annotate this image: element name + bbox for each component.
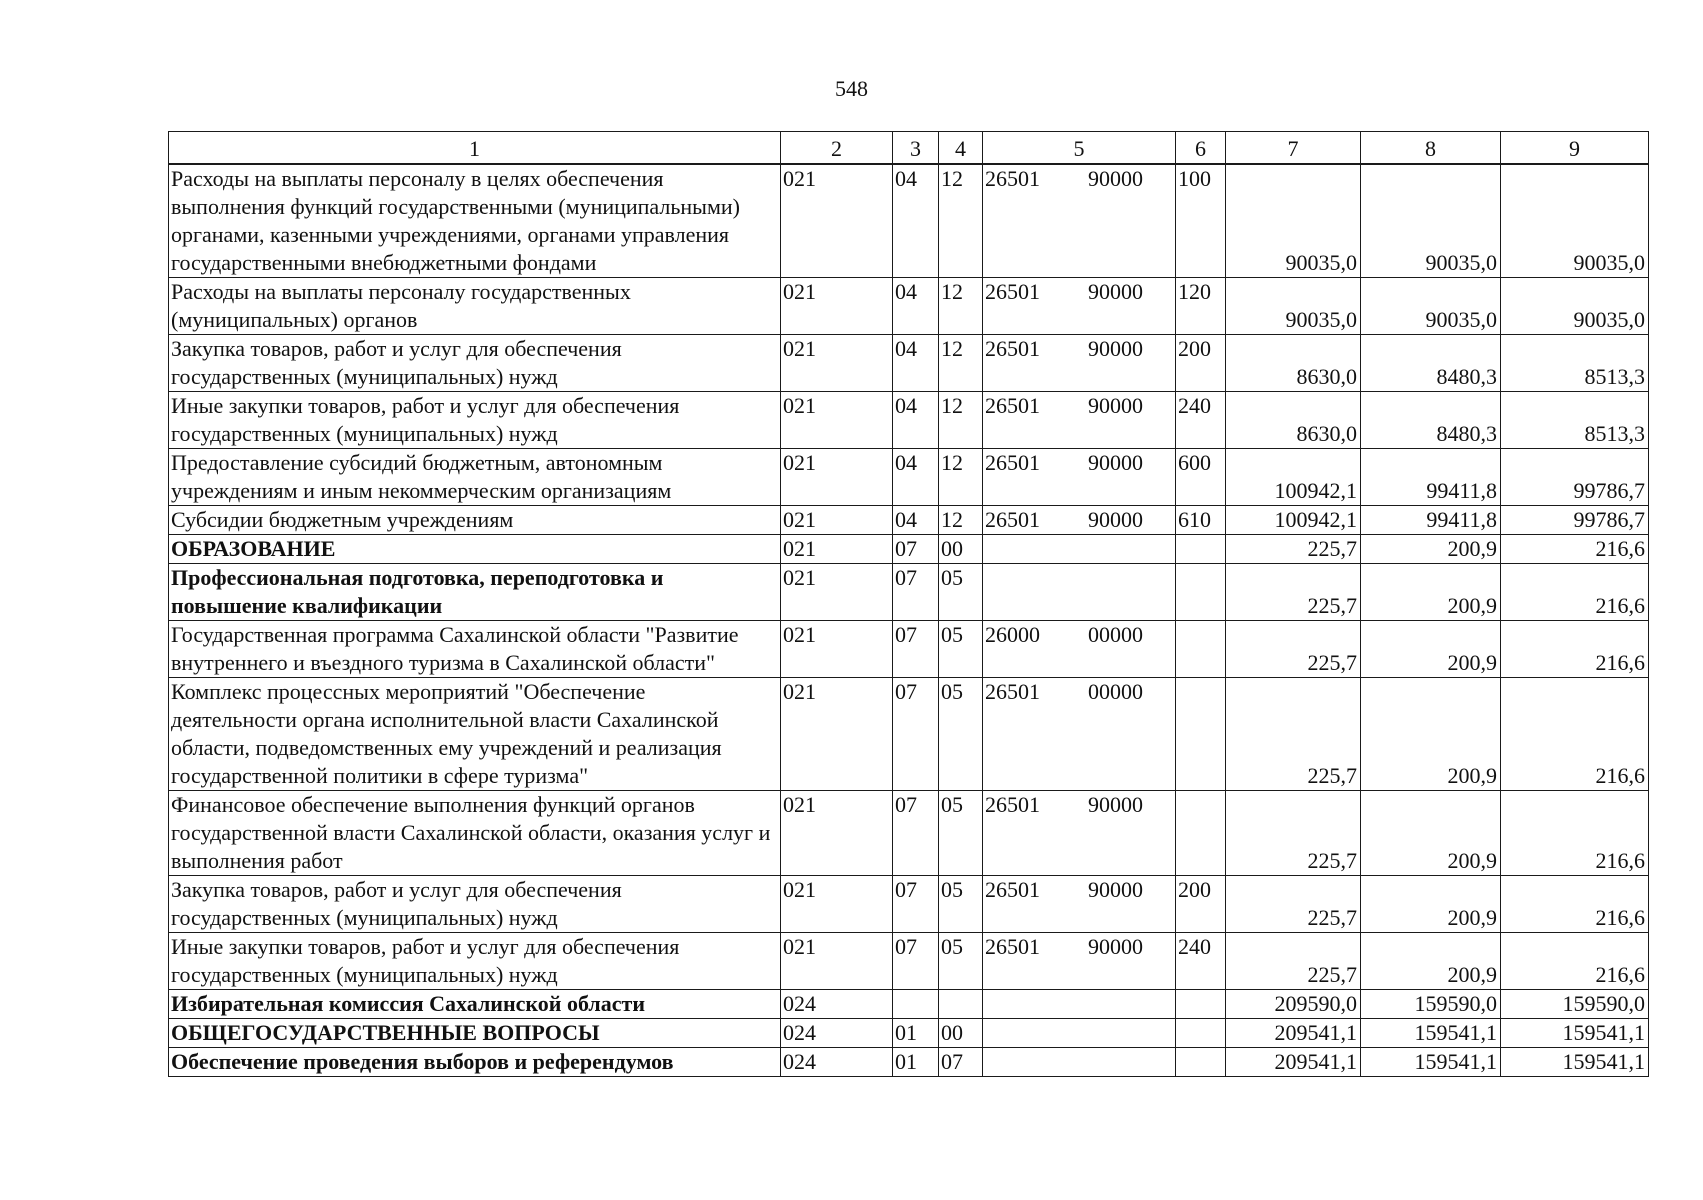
target-article-program: 26501: [985, 336, 1040, 361]
row-description: Закупка товаров, работ и услуг для обеспечения государственных (муниципальных) нужд: [169, 335, 781, 392]
cell-target-article: [983, 1048, 1176, 1077]
cell-vedomstvo-code: 021: [781, 564, 893, 621]
header-cell: 4: [939, 132, 983, 165]
cell-razdel-code: [893, 990, 939, 1019]
cell-expense-type: 100: [1176, 164, 1226, 278]
cell-amount-col8: 200,9: [1361, 535, 1501, 564]
cell-razdel-code: 04: [893, 278, 939, 335]
cell-target-article: [983, 164, 1176, 278]
cell-amount-col8: 200,9: [1361, 564, 1501, 621]
cell-vedomstvo-code: 024: [781, 1019, 893, 1048]
cell-podrazdel-code: 12: [939, 335, 983, 392]
cell-amount-col8: 90035,0: [1361, 164, 1501, 278]
cell-vedomstvo-code: 021: [781, 506, 893, 535]
cell-razdel-code: 04: [893, 449, 939, 506]
cell-amount-col8: 159541,1: [1361, 1048, 1501, 1077]
row-description: Субсидии бюджетным учреждениям: [169, 506, 781, 535]
row-description: Профессиональная подготовка, переподготовка и повышение квалификации: [169, 564, 781, 621]
cell-amount-col8: 99411,8: [1361, 449, 1501, 506]
cell-vedomstvo-code: 024: [781, 990, 893, 1019]
cell-amount-col9: 159541,1: [1501, 1048, 1649, 1077]
target-article-direction: 90000: [1088, 507, 1143, 532]
row-description: Финансовое обеспечение выполнения функций органов государственной власти Сахалинской области, оказания услуг и выполнения работ: [169, 791, 781, 876]
cell-expense-type: 120: [1176, 278, 1226, 335]
target-article-program: 26501: [985, 279, 1040, 304]
cell-amount-col7: 225,7: [1226, 564, 1361, 621]
target-article-program: 26501: [985, 166, 1040, 191]
cell-razdel-code: 04: [893, 506, 939, 535]
cell-amount-col7: 8630,0: [1226, 335, 1361, 392]
target-article-direction: 90000: [1088, 934, 1143, 959]
cell-amount-col8: 200,9: [1361, 791, 1501, 876]
target-article-direction: 00000: [1088, 622, 1143, 647]
header-cell: 7: [1226, 132, 1361, 165]
cell-amount-col9: 8513,3: [1501, 335, 1649, 392]
cell-amount-col9: 216,6: [1501, 535, 1649, 564]
cell-target-article: [983, 621, 1176, 678]
cell-podrazdel-code: 05: [939, 564, 983, 621]
cell-target-article: [983, 990, 1176, 1019]
cell-amount-col9: 216,6: [1501, 791, 1649, 876]
cell-target-article: [983, 449, 1176, 506]
cell-expense-type: 600: [1176, 449, 1226, 506]
cell-amount-col7: 225,7: [1226, 535, 1361, 564]
cell-amount-col8: 159541,1: [1361, 1019, 1501, 1048]
cell-target-article: [983, 506, 1176, 535]
cell-podrazdel-code: [939, 990, 983, 1019]
table-row: [169, 621, 1649, 678]
row-description: ОБЩЕГОСУДАРСТВЕННЫЕ ВОПРОСЫ: [169, 1019, 781, 1048]
cell-podrazdel-code: 05: [939, 621, 983, 678]
cell-podrazdel-code: 12: [939, 449, 983, 506]
cell-amount-col9: 216,6: [1501, 876, 1649, 933]
header-cell: 8: [1361, 132, 1501, 165]
target-article-direction: 90000: [1088, 336, 1143, 361]
cell-podrazdel-code: 05: [939, 678, 983, 791]
header-cell: 9: [1501, 132, 1649, 165]
cell-amount-col9: 216,6: [1501, 678, 1649, 791]
cell-razdel-code: 01: [893, 1048, 939, 1077]
cell-amount-col7: 90035,0: [1226, 278, 1361, 335]
cell-amount-col7: 90035,0: [1226, 164, 1361, 278]
cell-podrazdel-code: 07: [939, 1048, 983, 1077]
row-description: Избирательная комиссия Сахалинской области: [169, 990, 781, 1019]
cell-amount-col9: 99786,7: [1501, 449, 1649, 506]
target-article-direction: 90000: [1088, 450, 1143, 475]
cell-amount-col7: 225,7: [1226, 791, 1361, 876]
cell-amount-col9: 216,6: [1501, 621, 1649, 678]
cell-target-article: [983, 1019, 1176, 1048]
cell-expense-type: 200: [1176, 335, 1226, 392]
cell-vedomstvo-code: 021: [781, 621, 893, 678]
cell-amount-col9: 159541,1: [1501, 1019, 1649, 1048]
row-description: Закупка товаров, работ и услуг для обеспечения государственных (муниципальных) нужд: [169, 876, 781, 933]
cell-expense-type: [1176, 1048, 1226, 1077]
table-row: [169, 1019, 1649, 1048]
cell-expense-type: [1176, 564, 1226, 621]
target-article-program: 26501: [985, 450, 1040, 475]
cell-razdel-code: 07: [893, 621, 939, 678]
target-article-direction: 90000: [1088, 393, 1143, 418]
cell-podrazdel-code: 12: [939, 164, 983, 278]
table-row: [169, 1048, 1649, 1077]
cell-expense-type: [1176, 990, 1226, 1019]
cell-expense-type: 610: [1176, 506, 1226, 535]
target-article-direction: 90000: [1088, 792, 1143, 817]
target-article-program: 26501: [985, 792, 1040, 817]
cell-target-article: [983, 335, 1176, 392]
cell-vedomstvo-code: 021: [781, 876, 893, 933]
cell-vedomstvo-code: 021: [781, 278, 893, 335]
cell-amount-col7: 225,7: [1226, 621, 1361, 678]
table-row: [169, 164, 1649, 278]
cell-podrazdel-code: 12: [939, 392, 983, 449]
cell-expense-type: 200: [1176, 876, 1226, 933]
target-article-program: 26501: [985, 393, 1040, 418]
cell-target-article: [983, 392, 1176, 449]
cell-razdel-code: 04: [893, 392, 939, 449]
cell-amount-col7: 209590,0: [1226, 990, 1361, 1019]
cell-razdel-code: 04: [893, 335, 939, 392]
cell-razdel-code: 01: [893, 1019, 939, 1048]
cell-razdel-code: 07: [893, 678, 939, 791]
table-row: [169, 933, 1649, 990]
table-row: [169, 506, 1649, 535]
target-article-program: 26501: [985, 877, 1040, 902]
header-cell: 1: [169, 132, 781, 165]
cell-expense-type: [1176, 621, 1226, 678]
table-row: [169, 678, 1649, 791]
table-row: [169, 990, 1649, 1019]
header-cell: 3: [893, 132, 939, 165]
cell-amount-col8: 200,9: [1361, 621, 1501, 678]
cell-razdel-code: 07: [893, 933, 939, 990]
row-description: Обеспечение проведения выборов и референдумов: [169, 1048, 781, 1077]
row-description: Расходы на выплаты персоналу государственных (муниципальных) органов: [169, 278, 781, 335]
table-row: [169, 392, 1649, 449]
cell-amount-col8: 200,9: [1361, 876, 1501, 933]
cell-target-article: [983, 278, 1176, 335]
cell-amount-col8: 200,9: [1361, 678, 1501, 791]
target-article-direction: 90000: [1088, 166, 1143, 191]
cell-expense-type: 240: [1176, 392, 1226, 449]
cell-amount-col7: 209541,1: [1226, 1019, 1361, 1048]
cell-amount-col7: 225,7: [1226, 876, 1361, 933]
target-article-program: 26501: [985, 934, 1040, 959]
table-row: [169, 791, 1649, 876]
cell-target-article: [983, 876, 1176, 933]
cell-podrazdel-code: 00: [939, 1019, 983, 1048]
table-row: [169, 876, 1649, 933]
cell-razdel-code: 07: [893, 535, 939, 564]
cell-amount-col7: 209541,1: [1226, 1048, 1361, 1077]
row-description: Расходы на выплаты персоналу в целях обеспечения выполнения функций государственными (муниципальными) органами, казенными учреждениями, органами управления государственными внебюджетными фондами: [169, 164, 781, 278]
table-row: [169, 449, 1649, 506]
cell-podrazdel-code: 05: [939, 876, 983, 933]
row-description: Иные закупки товаров, работ и услуг для обеспечения государственных (муниципальных) нужд: [169, 933, 781, 990]
cell-amount-col7: 100942,1: [1226, 506, 1361, 535]
cell-razdel-code: 07: [893, 876, 939, 933]
cell-razdel-code: 04: [893, 164, 939, 278]
cell-amount-col8: 8480,3: [1361, 392, 1501, 449]
header-cell: 6: [1176, 132, 1226, 165]
target-article-program: 26501: [985, 679, 1040, 704]
cell-vedomstvo-code: 021: [781, 449, 893, 506]
cell-amount-col7: 8630,0: [1226, 392, 1361, 449]
cell-amount-col8: 159590,0: [1361, 990, 1501, 1019]
table-row: [169, 564, 1649, 621]
row-description: Комплекс процессных мероприятий "Обеспечение деятельности органа исполнительной власти Сахалинской области, подведомственных ему учреждений и реализация государственной политики в сфере туризма": [169, 678, 781, 791]
cell-podrazdel-code: 12: [939, 506, 983, 535]
header-row: [169, 132, 1649, 165]
cell-amount-col8: 99411,8: [1361, 506, 1501, 535]
table-row: [169, 335, 1649, 392]
cell-expense-type: [1176, 1019, 1226, 1048]
cell-expense-type: [1176, 791, 1226, 876]
target-article-direction: 90000: [1088, 279, 1143, 304]
cell-amount-col9: 216,6: [1501, 564, 1649, 621]
cell-expense-type: [1176, 678, 1226, 791]
cell-amount-col9: 99786,7: [1501, 506, 1649, 535]
cell-podrazdel-code: 00: [939, 535, 983, 564]
cell-razdel-code: 07: [893, 791, 939, 876]
cell-target-article: [983, 564, 1176, 621]
target-article-program: 26000: [985, 622, 1040, 647]
row-description: ОБРАЗОВАНИЕ: [169, 535, 781, 564]
cell-amount-col9: 90035,0: [1501, 164, 1649, 278]
cell-vedomstvo-code: 021: [781, 678, 893, 791]
cell-vedomstvo-code: 024: [781, 1048, 893, 1077]
table-row: [169, 535, 1649, 564]
cell-expense-type: 240: [1176, 933, 1226, 990]
cell-amount-col7: 225,7: [1226, 933, 1361, 990]
cell-target-article: [983, 678, 1176, 791]
page-number: 548: [835, 76, 868, 101]
target-article-program: 26501: [985, 507, 1040, 532]
cell-vedomstvo-code: 021: [781, 335, 893, 392]
cell-amount-col7: 225,7: [1226, 678, 1361, 791]
cell-podrazdel-code: 05: [939, 933, 983, 990]
cell-amount-col9: 216,6: [1501, 933, 1649, 990]
header-cell: 5: [983, 132, 1176, 165]
cell-amount-col9: 8513,3: [1501, 392, 1649, 449]
row-description: Предоставление субсидий бюджетным, автономным учреждениям и иным некоммерческим организациям: [169, 449, 781, 506]
budget-table: [168, 131, 1649, 1077]
cell-amount-col8: 90035,0: [1361, 278, 1501, 335]
cell-podrazdel-code: 12: [939, 278, 983, 335]
cell-vedomstvo-code: 021: [781, 933, 893, 990]
cell-razdel-code: 07: [893, 564, 939, 621]
cell-vedomstvo-code: 021: [781, 164, 893, 278]
cell-target-article: [983, 535, 1176, 564]
target-article-direction: 90000: [1088, 877, 1143, 902]
row-description: Государственная программа Сахалинской области "Развитие внутреннего и въездного туризма в Сахалинской области": [169, 621, 781, 678]
cell-target-article: [983, 791, 1176, 876]
header-cell: 2: [781, 132, 893, 165]
cell-expense-type: [1176, 535, 1226, 564]
cell-podrazdel-code: 05: [939, 791, 983, 876]
cell-target-article: [983, 933, 1176, 990]
table-row: [169, 278, 1649, 335]
cell-amount-col9: 90035,0: [1501, 278, 1649, 335]
cell-vedomstvo-code: 021: [781, 392, 893, 449]
cell-vedomstvo-code: 021: [781, 535, 893, 564]
cell-amount-col8: 200,9: [1361, 933, 1501, 990]
cell-amount-col9: 159590,0: [1501, 990, 1649, 1019]
cell-amount-col8: 8480,3: [1361, 335, 1501, 392]
row-description: Иные закупки товаров, работ и услуг для обеспечения государственных (муниципальных) нужд: [169, 392, 781, 449]
cell-vedomstvo-code: 021: [781, 791, 893, 876]
target-article-direction: 00000: [1088, 679, 1143, 704]
cell-amount-col7: 100942,1: [1226, 449, 1361, 506]
